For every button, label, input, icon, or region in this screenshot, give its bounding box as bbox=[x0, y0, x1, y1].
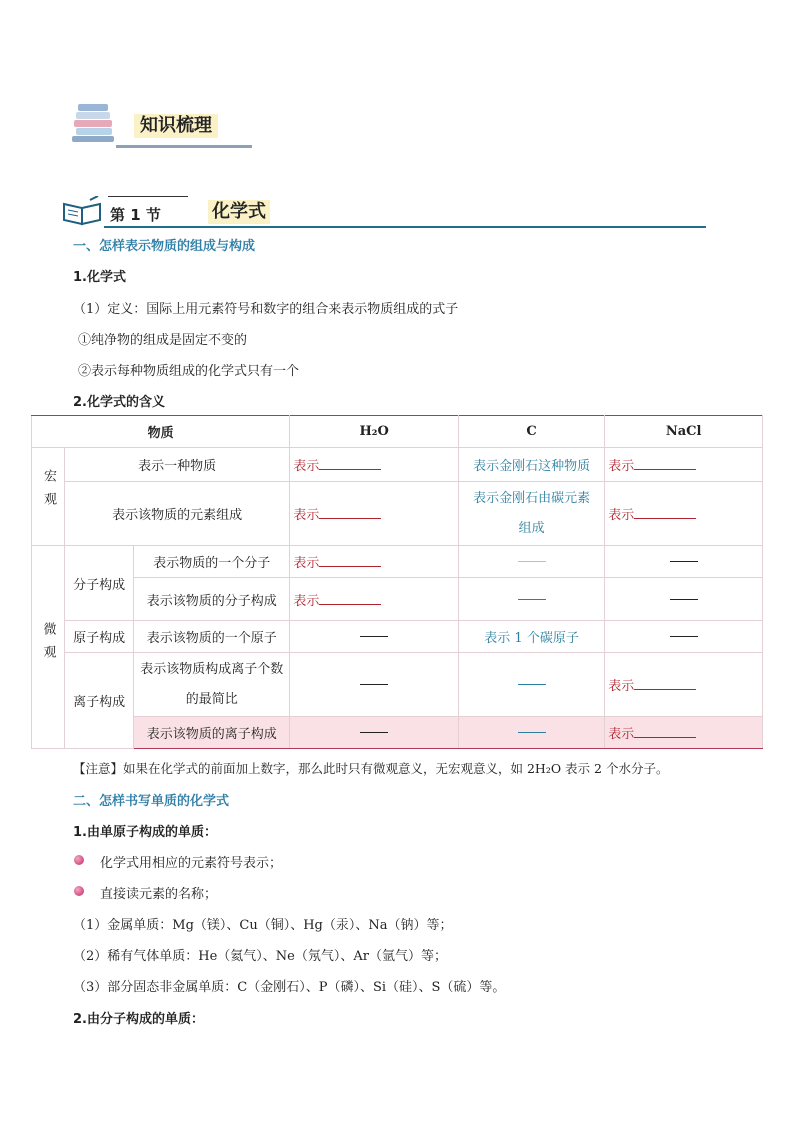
nacl-row7-cell bbox=[605, 717, 763, 749]
fill-blank bbox=[319, 555, 381, 567]
col-h2o: H₂O bbox=[290, 416, 459, 448]
section-number: 第 1 节 bbox=[110, 206, 161, 224]
part2-heading: 二、怎样书写单质的化学式 bbox=[73, 794, 230, 809]
row6-label: 表示该物质构成离子个数的最简比 bbox=[134, 653, 290, 717]
macro-text: 宏观 bbox=[41, 468, 56, 515]
row3-label: 表示物质的一个分子 bbox=[134, 546, 290, 578]
h2o-row7 bbox=[290, 717, 459, 749]
table-row bbox=[32, 717, 763, 749]
col-nacl: NaCl bbox=[605, 416, 763, 448]
row1-label: 表示一种物质 bbox=[65, 448, 290, 482]
c-row1: 表示金刚石这种物质 bbox=[458, 448, 604, 482]
h2o-row3-cell bbox=[290, 546, 459, 578]
table-row bbox=[32, 578, 763, 621]
dash bbox=[360, 636, 388, 637]
bullet-icon bbox=[74, 855, 84, 865]
micro-label bbox=[32, 546, 65, 749]
bullet-item-1: 化学式用相应的元素符号表示； bbox=[100, 856, 283, 871]
nacl-row5 bbox=[605, 621, 763, 653]
h2o-row2-cell bbox=[290, 482, 459, 546]
c-row4 bbox=[458, 578, 604, 621]
table-row bbox=[32, 482, 763, 546]
fill-prefix: 表示 bbox=[608, 727, 635, 742]
nacl-row6-cell bbox=[605, 653, 763, 717]
atom-group: 原子构成 bbox=[65, 621, 134, 653]
subheading-meaning: 2.化学式的含义 bbox=[73, 395, 165, 410]
fill-prefix: 表示 bbox=[293, 459, 320, 474]
fill-blank bbox=[634, 726, 696, 738]
point-2: ②表示每种物质组成的化学式只有一个 bbox=[78, 364, 300, 379]
point-1: ①纯净物的组成是固定不变的 bbox=[78, 333, 248, 348]
molecule-group: 分子构成 bbox=[65, 546, 134, 621]
dash bbox=[360, 732, 388, 733]
micro-text: 微观 bbox=[40, 622, 56, 668]
row5-label: 表示该物质的一个原子 bbox=[134, 621, 290, 653]
h2o-row5 bbox=[290, 621, 459, 653]
h2o-row1-cell bbox=[290, 448, 459, 482]
banner-underline bbox=[116, 145, 252, 148]
nacl-row4 bbox=[605, 578, 763, 621]
list-item-nonmetals: （3）部分固态非金属单质：C（金刚石）、P（磷）、Si（硅）、S（硫）等。 bbox=[73, 980, 506, 995]
row2-label: 表示该物质的元素组成 bbox=[65, 482, 290, 546]
fill-prefix: 表示 bbox=[293, 556, 320, 571]
dash bbox=[518, 599, 546, 600]
table-row bbox=[32, 448, 763, 482]
fill-prefix: 表示 bbox=[293, 508, 320, 523]
fill-prefix: 表示 bbox=[608, 508, 635, 523]
fill-blank bbox=[319, 593, 381, 605]
h2o-row6 bbox=[290, 653, 459, 717]
row4-label: 表示该物质的分子构成 bbox=[134, 578, 290, 621]
h2o-row4-cell bbox=[290, 578, 459, 621]
c-row6 bbox=[458, 653, 604, 717]
row7-label: 表示该物质的离子构成 bbox=[134, 717, 290, 749]
dash bbox=[518, 732, 546, 733]
c-row7 bbox=[458, 717, 604, 749]
fill-blank bbox=[634, 458, 696, 470]
fill-prefix: 表示 bbox=[608, 679, 635, 694]
list-item-metals: （1）金属单质：Mg（镁）、Cu（铜）、Hg（汞）、Na（钠）等； bbox=[73, 918, 453, 933]
c-row2: 表示金刚石由碳元素组成 bbox=[458, 482, 604, 546]
fill-prefix: 表示 bbox=[608, 459, 635, 474]
c-row3 bbox=[458, 546, 604, 578]
dash bbox=[670, 561, 698, 562]
dash bbox=[670, 636, 698, 637]
ion-group: 离子构成 bbox=[65, 653, 134, 749]
dash bbox=[360, 684, 388, 685]
section-title: 化学式 bbox=[208, 200, 270, 224]
subheading-molecular: 2.由分子构成的单质： bbox=[73, 1012, 204, 1027]
formula-meaning-table bbox=[31, 415, 763, 749]
dash bbox=[518, 561, 546, 562]
nacl-row3 bbox=[605, 546, 763, 578]
definition-text: （1）定义：国际上用元素符号和数字的组合来表示物质组成的式子 bbox=[73, 302, 459, 317]
c-row5: 表示 1 个碳原子 bbox=[458, 621, 604, 653]
bullet-item-2: 直接读元素的名称； bbox=[100, 887, 218, 902]
fill-blank bbox=[634, 507, 696, 519]
open-book-icon bbox=[62, 196, 104, 226]
subheading-monatomic: 1.由单原子构成的单质： bbox=[73, 825, 217, 840]
dash bbox=[670, 599, 698, 600]
section-underline bbox=[104, 226, 706, 228]
macro-label bbox=[32, 448, 65, 546]
table-row bbox=[32, 653, 763, 717]
fill-prefix: 表示 bbox=[293, 593, 320, 609]
table-row bbox=[32, 546, 763, 578]
part1-heading: 一、怎样表示物质的组成与构成 bbox=[73, 239, 256, 254]
col-substance: 物质 bbox=[32, 416, 290, 448]
table-row bbox=[32, 621, 763, 653]
subheading-formula: 1.化学式 bbox=[73, 270, 126, 285]
list-item-noble-gases: （2）稀有气体单质：He（氦气）、Ne（氖气）、Ar（氩气）等； bbox=[73, 949, 447, 964]
note-text: 【注意】如果在化学式的前面加上数字，那么此时只有微观意义，无宏观意义，如 2H₂O 表示 2 个水分子。 bbox=[73, 761, 669, 776]
col-c: C bbox=[458, 416, 604, 448]
banner-title: 知识梳理 bbox=[134, 114, 218, 138]
fill-blank bbox=[319, 458, 381, 470]
fill-blank bbox=[634, 678, 696, 690]
nacl-row2-cell bbox=[605, 482, 763, 546]
table-header-row bbox=[32, 416, 763, 448]
books-icon bbox=[72, 100, 120, 144]
dash bbox=[518, 684, 546, 685]
nacl-row1-cell bbox=[605, 448, 763, 482]
fill-blank bbox=[319, 507, 381, 519]
bullet-icon bbox=[74, 886, 84, 896]
section-top-line bbox=[108, 196, 188, 197]
